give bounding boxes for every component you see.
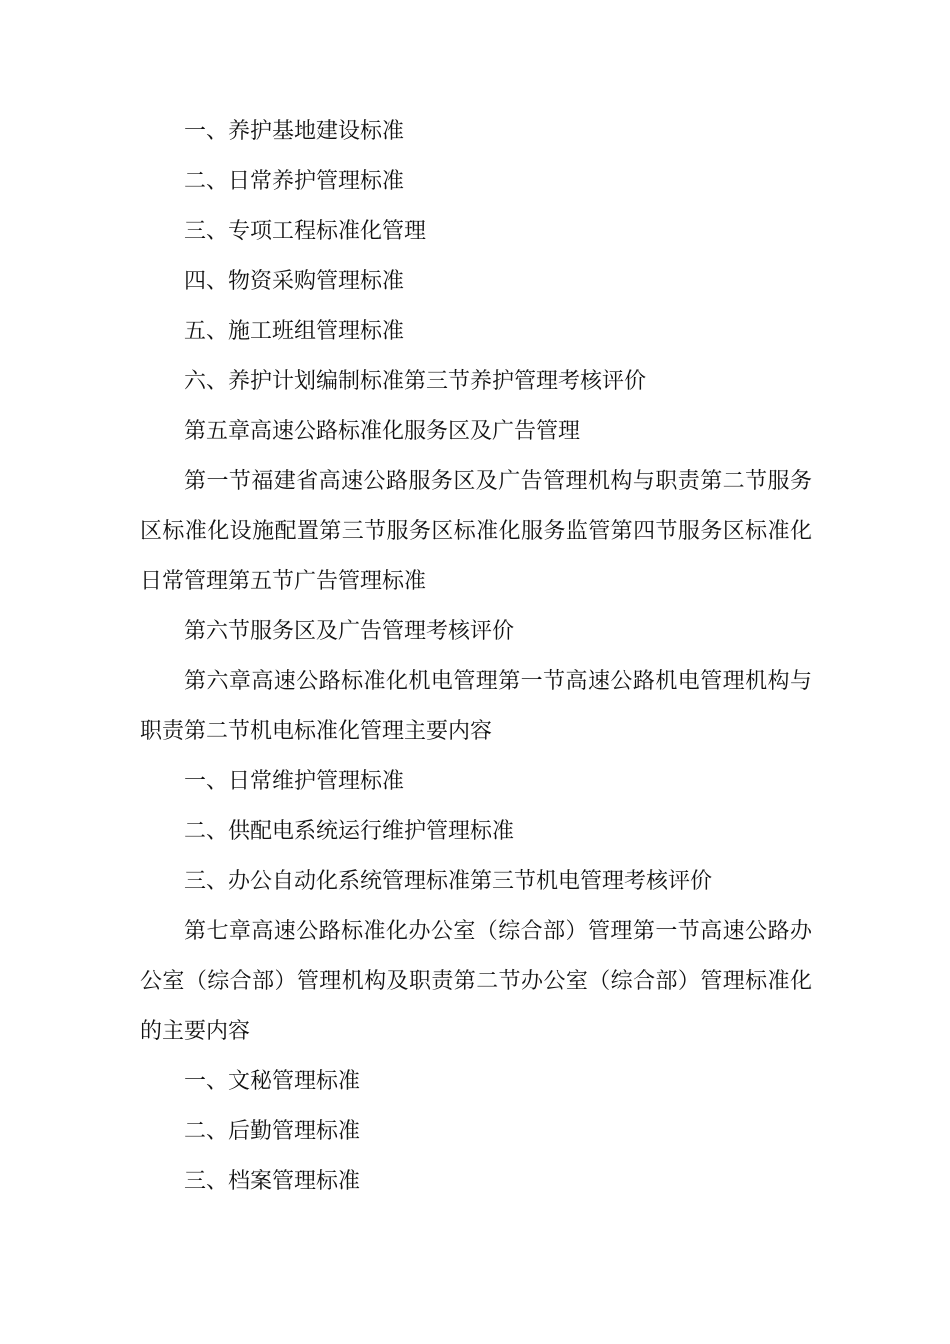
chapter-heading: 第六章高速公路标准化机电管理第一节高速公路机电管理机构与职责第二节机电标准化管理主要内容 [140,669,812,744]
chapter-heading: 第五章高速公路标准化服务区及广告管理 [184,419,581,444]
document-body [140,107,812,1207]
paragraph-item: 六、养护计划编制标准第三节养护管理考核评价 [184,369,647,394]
chapter-heading: 第七章高速公路标准化办公室（综合部）管理第一节高速公路办公室（综合部）管理机构及职责第二节办公室（综合部）管理标准化的主要内容 [140,919,812,1044]
paragraph-item: 五、施工班组管理标准 [184,319,405,344]
paragraph-item: 二、后勤管理标准 [184,1119,361,1144]
paragraph-item: 一、日常维护管理标准 [184,769,405,794]
paragraph-item: 一、文秘管理标准 [184,1069,361,1094]
paragraph-item: 三、办公自动化系统管理标准第三节机电管理考核评价 [184,869,713,894]
paragraph-item: 一、养护基地建设标准 [184,119,405,144]
paragraph-item: 三、专项工程标准化管理 [184,219,427,244]
paragraph-item: 第一节福建省高速公路服务区及广告管理机构与职责第二节服务区标准化设施配置第三节服务区标准化服务监管第四节服务区标准化日常管理第五节广告管理标准 [140,469,812,594]
paragraph-item: 二、供配电系统运行维护管理标准 [184,819,515,844]
paragraph-item: 第六节服务区及广告管理考核评价 [184,619,515,644]
paragraph-item: 四、物资采购管理标准 [184,269,405,294]
paragraph-item: 二、日常养护管理标准 [184,169,405,194]
paragraph-item: 三、档案管理标准 [184,1169,361,1194]
